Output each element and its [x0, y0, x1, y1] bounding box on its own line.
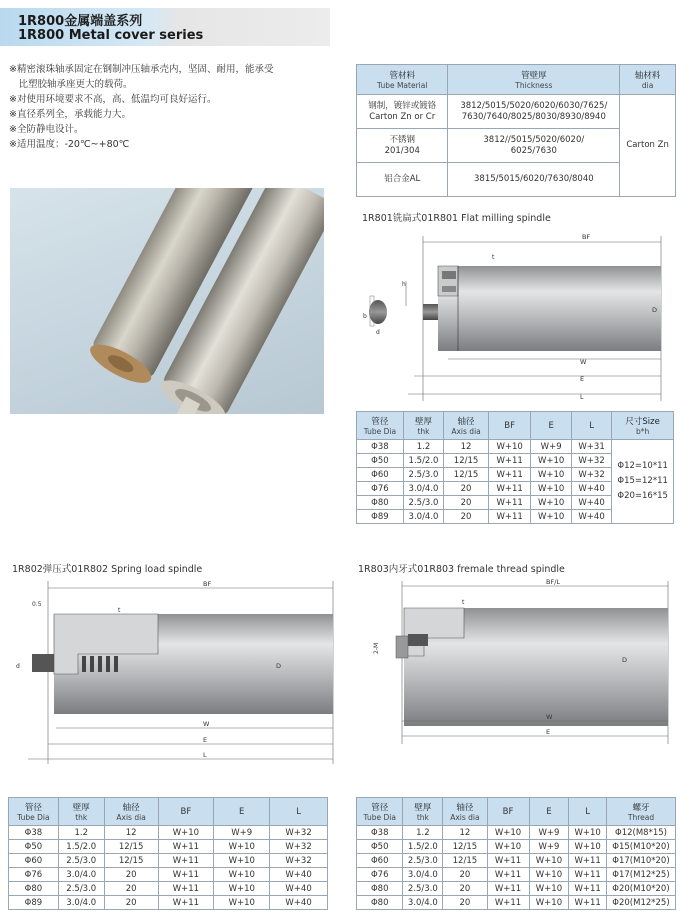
- table-cell: W+11: [158, 854, 214, 868]
- dim-w-801: W: [580, 358, 587, 366]
- table-cell: 1.2: [58, 826, 104, 840]
- table-cell: 1.5/2.0: [403, 454, 443, 468]
- table-cell: 12/15: [443, 840, 487, 854]
- material-cell: 钢制，镀锌或镀铬 Carton Zn or Cr: [357, 95, 448, 129]
- hdr-axis: 轴径 Axis dia: [443, 798, 487, 826]
- drawing-802: [8, 576, 338, 766]
- table-cell: Φ60: [357, 468, 404, 482]
- material-cell: 不锈钢 201/304: [357, 129, 448, 163]
- table-cell: 2.5/3.0: [403, 854, 443, 868]
- table-cell: W+10: [488, 440, 531, 454]
- table-cell: 20: [104, 896, 158, 910]
- dim-bf-802: BF: [203, 580, 212, 588]
- table-cell: Φ38: [9, 826, 59, 840]
- table-cell: W+10: [529, 854, 569, 868]
- table-cell: 3.0/4.0: [58, 868, 104, 882]
- table-cell: W+11: [487, 868, 529, 882]
- section-title-802: 1R802弹压式01R802 Spring load spindle: [12, 564, 203, 575]
- table-cell: W+10: [214, 882, 270, 896]
- table-cell: W+10: [569, 826, 607, 840]
- dim-e-801: E: [580, 375, 585, 383]
- hdr-e: E: [529, 798, 569, 826]
- table-cell: Φ38: [357, 440, 404, 454]
- table-cell: Φ80: [357, 496, 404, 510]
- col-thickness: 管壁厚 Thickness: [448, 65, 620, 95]
- series-title-en: 1R800 Metal cover series: [18, 28, 204, 43]
- hdr-e: E: [531, 412, 571, 440]
- hdr-bf: BF: [487, 798, 529, 826]
- hdr-dia: 管径 Tube Dia: [9, 798, 59, 826]
- table-cell: W+11: [487, 854, 529, 868]
- table-cell: 1.2: [403, 440, 443, 454]
- table-cell: 3.0/4.0: [403, 896, 443, 910]
- hdr-size: 尺寸Size b*h: [612, 412, 674, 440]
- table-cell: 2.5/3.0: [58, 882, 104, 896]
- table-row: [357, 826, 676, 840]
- table-cell: W+40: [571, 510, 611, 524]
- spec-table-802: [8, 797, 328, 910]
- dim-2m: 2-M: [373, 642, 380, 654]
- table-cell: Φ76: [357, 868, 403, 882]
- material-cell: 铝合金AL: [357, 163, 448, 197]
- table-cell: 3.0/4.0: [58, 896, 104, 910]
- table-cell: 3.0/4.0: [403, 510, 443, 524]
- table-cell: W+10: [529, 868, 569, 882]
- hdr-dia: 管径 Tube Dia: [357, 412, 404, 440]
- table-cell: W+11: [158, 882, 214, 896]
- table-cell: Φ12(M8*15): [606, 826, 675, 840]
- table-cell: 12/15: [444, 454, 489, 468]
- table-cell: W+11: [569, 868, 607, 882]
- dim-offset: 0.5: [32, 601, 42, 608]
- table-cell: W+9: [529, 840, 569, 854]
- feature-item: 比塑胶轴承座更大的载荷。: [9, 79, 133, 90]
- table-cell: Φ89: [9, 896, 59, 910]
- table-cell: Φ60: [357, 854, 403, 868]
- roller-photo: [10, 188, 324, 414]
- table-cell: W+11: [488, 510, 531, 524]
- table-cell: W+10: [214, 854, 270, 868]
- table-row: [357, 868, 676, 882]
- table-cell: W+11: [487, 882, 529, 896]
- dim-e-803: E: [546, 728, 551, 736]
- dim-D-803: D: [622, 656, 628, 664]
- table-row: [357, 440, 674, 454]
- series-header: [0, 8, 330, 46]
- table-cell: Φ80: [357, 882, 403, 896]
- table-cell: 20: [443, 868, 487, 882]
- dim-l-802: L: [203, 751, 207, 759]
- table-cell: W+32: [270, 826, 328, 840]
- dim-D-802: D: [276, 662, 282, 670]
- dim-t-803: t: [462, 599, 465, 606]
- table-cell: Φ89: [357, 510, 404, 524]
- table-cell: 1.5/2.0: [403, 840, 443, 854]
- hdr-bf: BF: [488, 412, 531, 440]
- col-axis-material: 轴材料 dia: [620, 65, 676, 95]
- table-row: [357, 896, 676, 910]
- dim-l-801: L: [580, 393, 584, 401]
- table-cell: W+40: [270, 882, 328, 896]
- hdr-l: L: [571, 412, 611, 440]
- table-cell: 20: [444, 496, 489, 510]
- table-cell: Φ50: [357, 454, 404, 468]
- table-cell: 2.5/3.0: [403, 882, 443, 896]
- table-row: [9, 854, 328, 868]
- table-cell: Φ20(M12*25): [606, 896, 675, 910]
- table-cell: 12/15: [443, 854, 487, 868]
- table-cell: 20: [444, 510, 489, 524]
- table-cell: W+10: [531, 510, 571, 524]
- dim-t-802: t: [118, 607, 121, 614]
- table-row: [9, 826, 328, 840]
- thickness-cell: 3812/5015/5020/6020/6030/7625/ 7630/7640/8025/8030/8930/8940: [448, 95, 620, 129]
- table-row: [357, 854, 676, 868]
- table-cell: W+11: [158, 896, 214, 910]
- thickness-cell: 3815/5015/6020/7630/8040: [448, 163, 620, 197]
- table-cell: W+9: [214, 826, 270, 840]
- table-cell: 1.2: [403, 826, 443, 840]
- table-cell: W+32: [571, 454, 611, 468]
- size-cell: Φ12=10*11 Φ15=12*11 Φ20=16*15: [612, 440, 674, 524]
- table-cell: Φ80: [357, 896, 403, 910]
- table-cell: Φ17(M12*25): [606, 868, 675, 882]
- hdr-axis: 轴径 Axis dia: [444, 412, 489, 440]
- table-cell: Φ80: [9, 882, 59, 896]
- dim-h: h: [402, 281, 406, 288]
- table-cell: Φ15(M10*20): [606, 840, 675, 854]
- roller-photo-art: [10, 188, 324, 414]
- table-cell: W+11: [158, 868, 214, 882]
- table-cell: W+11: [569, 854, 607, 868]
- dim-e-802: E: [203, 736, 208, 744]
- section-title-801: 1R801铣扁式01R801 Flat milling spindle: [362, 213, 551, 224]
- hdr-dia: 管径 Tube Dia: [357, 798, 403, 826]
- dim-t-801: t: [492, 254, 495, 261]
- col-tube-material: 管材料 Tube Material: [357, 65, 448, 95]
- table-row: [9, 868, 328, 882]
- table-cell: W+11: [569, 896, 607, 910]
- table-cell: W+10: [214, 868, 270, 882]
- table-cell: W+11: [488, 482, 531, 496]
- dim-w-802: W: [203, 720, 210, 728]
- table-cell: W+9: [531, 440, 571, 454]
- spec-table-803: [356, 797, 676, 910]
- table-cell: W+40: [571, 482, 611, 496]
- table-cell: 20: [104, 882, 158, 896]
- feature-item: ※直径系列全，承载能力大。: [9, 109, 131, 120]
- table-cell: Φ17(M10*20): [606, 854, 675, 868]
- table-cell: 12/15: [104, 854, 158, 868]
- table-cell: 2.5/3.0: [403, 468, 443, 482]
- axis-material-cell: Carton Zn: [620, 95, 676, 197]
- table-cell: W+11: [488, 468, 531, 482]
- dim-bf: BF: [582, 233, 591, 241]
- table-cell: W+10: [529, 882, 569, 896]
- dim-bfl: BF/L: [546, 578, 561, 586]
- hdr-l: L: [569, 798, 607, 826]
- table-cell: W+11: [488, 454, 531, 468]
- table-row: [357, 882, 676, 896]
- table-cell: 12: [104, 826, 158, 840]
- table-cell: 20: [443, 896, 487, 910]
- hdr-bf: BF: [158, 798, 214, 826]
- series-title-cn: 1R800金属端盖系列: [18, 14, 143, 29]
- dim-d-801: d: [376, 329, 380, 336]
- table-cell: W+10: [531, 454, 571, 468]
- table-cell: 2.5/3.0: [403, 496, 443, 510]
- table-cell: W+11: [569, 882, 607, 896]
- hdr-thread: 螺牙 Thread: [606, 798, 675, 826]
- dim-d-802: d: [16, 663, 20, 670]
- table-cell: 12/15: [104, 840, 158, 854]
- table-cell: W+40: [270, 896, 328, 910]
- table-cell: 20: [444, 482, 489, 496]
- table-row: [9, 896, 328, 910]
- table-cell: 12: [443, 826, 487, 840]
- table-cell: 3.0/4.0: [403, 868, 443, 882]
- table-cell: Φ50: [357, 840, 403, 854]
- table-cell: W+32: [270, 854, 328, 868]
- table-cell: W+10: [531, 468, 571, 482]
- table-cell: W+31: [571, 440, 611, 454]
- table-cell: W+10: [214, 840, 270, 854]
- table-cell: W+10: [529, 896, 569, 910]
- table-cell: 12/15: [444, 468, 489, 482]
- table-cell: Φ60: [9, 854, 59, 868]
- section-title-803: 1R803内牙式01R803 fremale thread spindle: [358, 564, 565, 575]
- table-cell: 12: [444, 440, 489, 454]
- table-cell: W+10: [214, 896, 270, 910]
- feature-item: ※适用温度：-20℃~+80℃: [9, 139, 130, 150]
- feature-list: [9, 62, 349, 152]
- dim-w-803: W: [546, 713, 553, 721]
- spec-table-801: [356, 411, 674, 524]
- table-cell: 1.5/2.0: [58, 840, 104, 854]
- table-cell: Φ50: [9, 840, 59, 854]
- thickness-cell: 3812//5015/5020/6020/ 6025/7630: [448, 129, 620, 163]
- table-cell: Φ76: [9, 868, 59, 882]
- table-cell: W+9: [529, 826, 569, 840]
- dim-b: b: [363, 313, 367, 320]
- table-cell: W+32: [270, 840, 328, 854]
- table-cell: 20: [443, 882, 487, 896]
- table-cell: W+10: [487, 840, 529, 854]
- table-cell: W+10: [487, 826, 529, 840]
- table-row: [357, 840, 676, 854]
- hdr-l: L: [270, 798, 328, 826]
- table-cell: 3.0/4.0: [403, 482, 443, 496]
- table-cell: Φ38: [357, 826, 403, 840]
- material-table: [356, 64, 676, 197]
- table-cell: W+10: [569, 840, 607, 854]
- table-cell: 2.5/3.0: [58, 854, 104, 868]
- table-cell: W+32: [571, 468, 611, 482]
- table-row: [9, 840, 328, 854]
- feature-item: ※对使用环境要求不高，高、低温均可良好运行。: [9, 94, 217, 105]
- hdr-thk: 壁厚 thk: [58, 798, 104, 826]
- hdr-thk: 壁厚 thk: [403, 412, 443, 440]
- table-cell: W+40: [571, 496, 611, 510]
- table-cell: W+10: [531, 482, 571, 496]
- table-row: [9, 882, 328, 896]
- table-cell: W+11: [158, 840, 214, 854]
- dim-D-801: D: [652, 306, 658, 314]
- drawing-803: [358, 576, 683, 748]
- table-cell: W+10: [531, 496, 571, 510]
- table-cell: W+11: [487, 896, 529, 910]
- hdr-thk: 壁厚 thk: [403, 798, 443, 826]
- table-cell: W+11: [488, 496, 531, 510]
- drawing-801: [358, 226, 683, 404]
- feature-item: ※全防静电设计。: [9, 124, 84, 135]
- table-cell: Φ76: [357, 482, 404, 496]
- table-cell: Φ20(M10*20): [606, 882, 675, 896]
- table-cell: W+10: [158, 826, 214, 840]
- table-cell: W+40: [270, 868, 328, 882]
- hdr-e: E: [214, 798, 270, 826]
- feature-item: ※精密滚珠轴承固定在钢制冲压轴承壳内，坚固、耐用，能承受: [9, 64, 274, 75]
- hdr-axis: 轴径 Axis dia: [104, 798, 158, 826]
- table-cell: 20: [104, 868, 158, 882]
